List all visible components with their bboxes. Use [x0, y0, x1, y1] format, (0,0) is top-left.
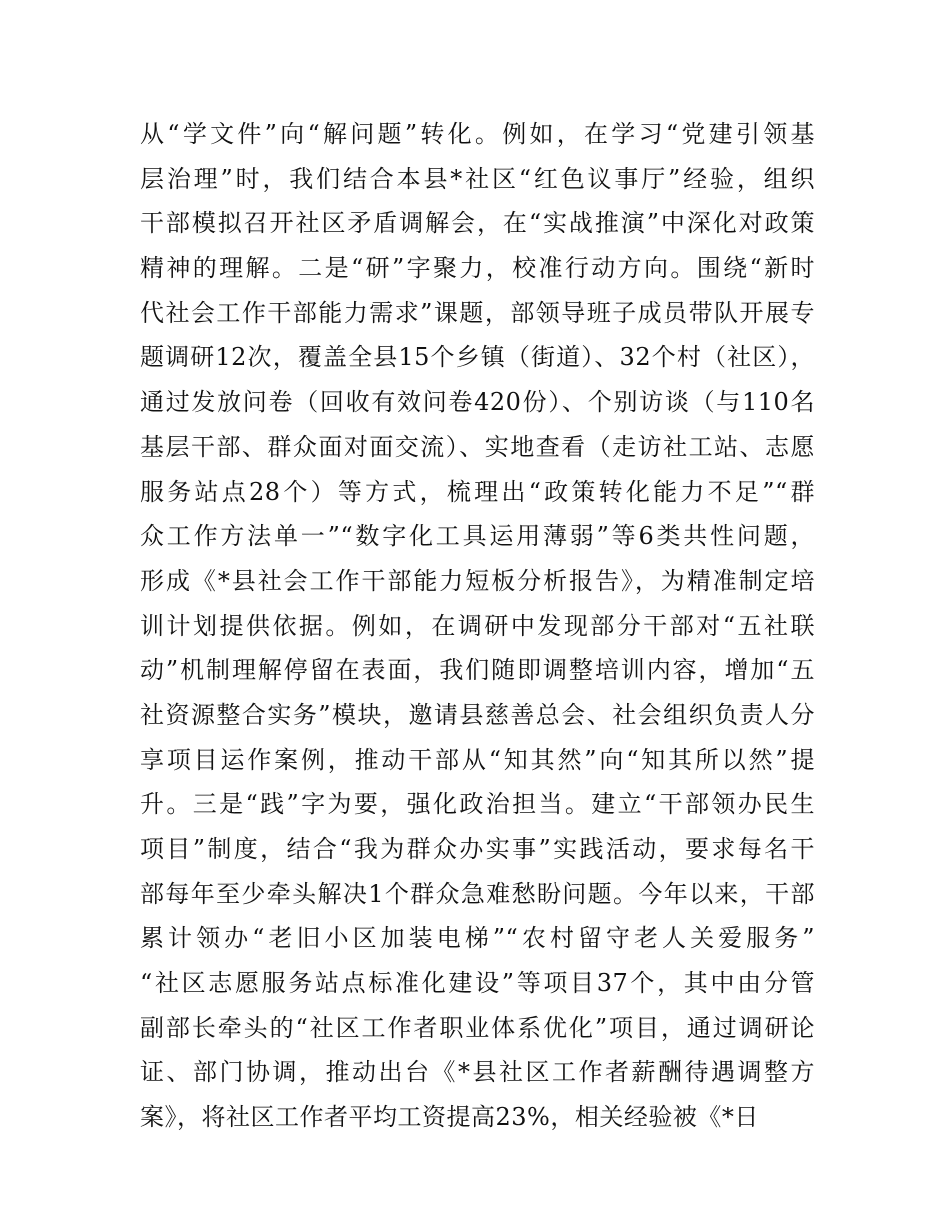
text-line: 从“学文件”向“解问题”转化。例如，在学习“党建引领基 [140, 120, 815, 148]
text-line: 精神的理解。二是“研”字聚力，校准行动方向。围绕“新时 [140, 254, 815, 283]
text-line: 部每年至少牵头解决1个群众急难愁盼问题。今年以来，干部 [140, 879, 815, 908]
text-line: 通过发放问卷（回收有效问卷420份）、个别访谈（与110名 [140, 388, 815, 417]
text-line: 题调研12次，覆盖全县15个乡镇（街道）、32个村（社区）， [140, 343, 815, 372]
text-line: 动”机制理解停留在表面，我们随即调整培训内容，增加“五 [140, 656, 815, 685]
text-line: 证、部门协调，推动出台《*县社区工作者薪酬待遇调整方 [140, 1058, 815, 1087]
text-line: 社资源整合实务”模块，邀请县慈善总会、社会组织负责人分 [140, 700, 815, 729]
text-line: 训计划提供依据。例如，在调研中发现部分干部对“五社联 [140, 611, 815, 640]
text-line: 层治理”时，我们结合本县*社区“红色议事厅”经验，组织 [140, 164, 815, 193]
text-line: 代社会工作干部能力需求”课题，部领导班子成员带队开展专 [140, 298, 815, 327]
text-line: 服务站点28个）等方式，梳理出“政策转化能力不足”“群 [140, 477, 815, 506]
text-line: 众工作方法单一”“数字化工具运用薄弱”等6类共性问题， [140, 522, 815, 551]
text-line: 副部长牵头的“社区工作者职业体系优化”项目，通过调研论 [140, 1013, 815, 1042]
text-line: 形成《*县社会工作干部能力短板分析报告》，为精准制定培 [140, 566, 815, 595]
text-line: 基层干部、群众面对面交流）、实地查看（走访社工站、志愿 [140, 432, 815, 461]
text-line: 案》，将社区工作者平均工资提高23%，相关经验被《*日 [140, 1103, 759, 1132]
text-line: 升。三是“践”字为要，强化政治担当。建立“干部领办民生 [140, 790, 815, 819]
text-line: 享项目运作案例，推动干部从“知其然”向“知其所以然”提 [140, 745, 815, 774]
text-line: “社区志愿服务站点标准化建设”等项目37个，其中由分管 [140, 969, 815, 998]
text-line: 干部模拟召开社区矛盾调解会，在“实战推演”中深化对政策 [140, 209, 815, 238]
body-text [140, 112, 815, 1140]
text-line: 累计领办“老旧小区加装电梯”“农村留守老人关爱服务” [140, 924, 815, 953]
text-line: 项目”制度，结合“我为群众办实事”实践活动，要求每名干 [140, 835, 815, 863]
